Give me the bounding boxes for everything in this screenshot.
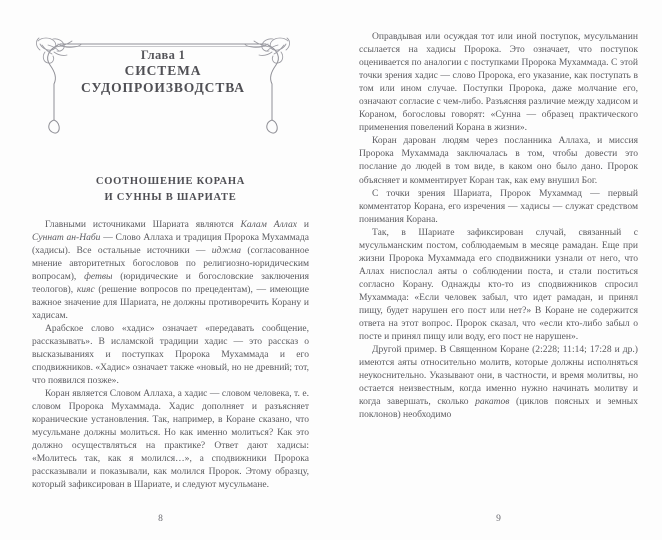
folio-left: 8	[158, 514, 163, 524]
text-run: Коран дарован людям через посланника Аллаха, и миссия Пророка Мухаммада заключалась в том, чтобы довести это послание до людей в том виде, в каком оно было дано. Пророк объясняет и комментирует Коран так, как ему внушил Бог.	[359, 135, 638, 186]
text-run: Так, в Шариате зафиксирован случай, связанный с мусульманским постом, соблюдаемым в месяце рамадан. Еще при жизни Пророка Мухаммада его сподвижники узнали от него, что Аллах ниспослал аяты о соблюдении поста, и стали поститься согласно Корану. Однажды кто-то из сподвижников спросил Мухаммада: «Если человек забыл, что идет рамадан, и принял пищу, будет нарушен его пост или нет?» В Коране не содержится ответа на этот вопрос. Пророк сказал, что «если кто-либо забыл о посте и принял пищу или воду, его пост не нарушен».	[359, 226, 638, 343]
chapter-title-line-1: СИСТЕМА	[124, 63, 202, 79]
chapter-title-line-2: СУДОПРОИЗВОДСТВА	[81, 79, 245, 95]
text-run: (согласованное мнение авторитетных богословов по религиозно-юридическим вопросам),	[32, 244, 309, 282]
paragraph	[32, 322, 309, 387]
text-run: Арабское слово «хадис» означает «передавать сообщение, рассказывать». В исламской традиции хадис — это рассказ о высказываниях и поступках Пророка Мухаммада и его сподвижников. «Хадис» означает также «новый, но не древний; тот, что появился позже».	[32, 322, 309, 387]
paragraph	[359, 343, 638, 421]
chapter-heading	[34, 48, 292, 96]
section-heading-line-2: И СУННЫ В ШАРИАТЕ	[104, 191, 237, 203]
text-run: Главными источниками Шариата являются	[45, 218, 241, 230]
paragraph	[32, 387, 309, 491]
chapter-number: Глава 1	[140, 48, 186, 62]
italic-term: кияс	[76, 283, 95, 295]
paragraph	[359, 187, 638, 226]
text-run: Коран является Словом Аллаха, а хадис — словом человека, т. е. словом Пророка Мухаммада. Хадис дополняет и разъясняет коранические установления. Так, например, в Коране сказано, что мусульмане должны молиться. Но как именно молиться? Как это должно осуществляться на практике? Ответ дают хадисы: «Молитесь так, как я молился…», а сподвижники Пророка рассказывали и показывали, как молился Пророк. Этому образцу, который зафиксирован в Шариате, и следуют мусульмане.	[32, 388, 309, 491]
text-run: С точки зрения Шариата, Пророк Мухаммад — первый комментатор Корана, его изречения — хадисы — служат средством понимания Корана.	[359, 187, 638, 225]
paragraph	[359, 134, 638, 186]
text-run: (циклов поясных и земных поклонов) необходимо	[359, 396, 638, 421]
folio-right: 9	[496, 514, 501, 524]
paragraph	[359, 226, 638, 343]
chapter-ornament-frame	[34, 36, 292, 136]
section-heading	[32, 174, 309, 206]
text-run: Оправдывая или осуждая тот или иной поступок, мусульманин ссылается на хадисы Пророка. Это означает, что поступок оценивается по аналогии с поступками Пророка Мухаммада. С этой точки зрения хадис — слово Пророка, его указание, как поступать в том или ином случае. Поступки Пророка, даже молчание его, означают согласие с чем-либо. Разъясняя различие между хадисом и Кораном, богословы говорят: «Сунна — образец практического применения повелений Корана в жизни».	[359, 31, 638, 134]
italic-term: Калам Аллах	[240, 218, 297, 230]
right-page-body	[359, 0, 638, 421]
text-run: Другой пример. В Священном Коране (2:228; 11:14; 17:28 и др.) имеются аяты относительно молитв, которые должны исполняться неукоснительно. Указывают они, в частности, и время молитвы, но остается неизвестным, когда именно нужно начинать молитву и когда завершать, сколько	[359, 344, 638, 408]
paragraph	[32, 218, 309, 322]
paragraph	[359, 30, 638, 134]
text-run: (решение вопросов по прецедентам), — имеющие важное значение для Шариата, не должны противоречить Корану и хадисам.	[32, 283, 309, 321]
left-page-body	[32, 218, 309, 492]
right-page	[331, 0, 662, 540]
text-run: — Слово Аллаха и традиция Пророка Мухаммада (хадисы). Все остальные источники —	[32, 231, 309, 256]
italic-term: иджма	[211, 244, 242, 256]
text-run: и	[296, 218, 309, 230]
italic-term: фетвы	[84, 270, 113, 282]
section-heading-line-1: СООТНОШЕНИЕ КОРАНА	[95, 176, 246, 187]
italic-term: ракатов	[475, 396, 510, 408]
italic-term: Суннат ан-Наби	[32, 231, 101, 243]
text-run: (юридические и богословские заключения теологов),	[32, 270, 309, 295]
